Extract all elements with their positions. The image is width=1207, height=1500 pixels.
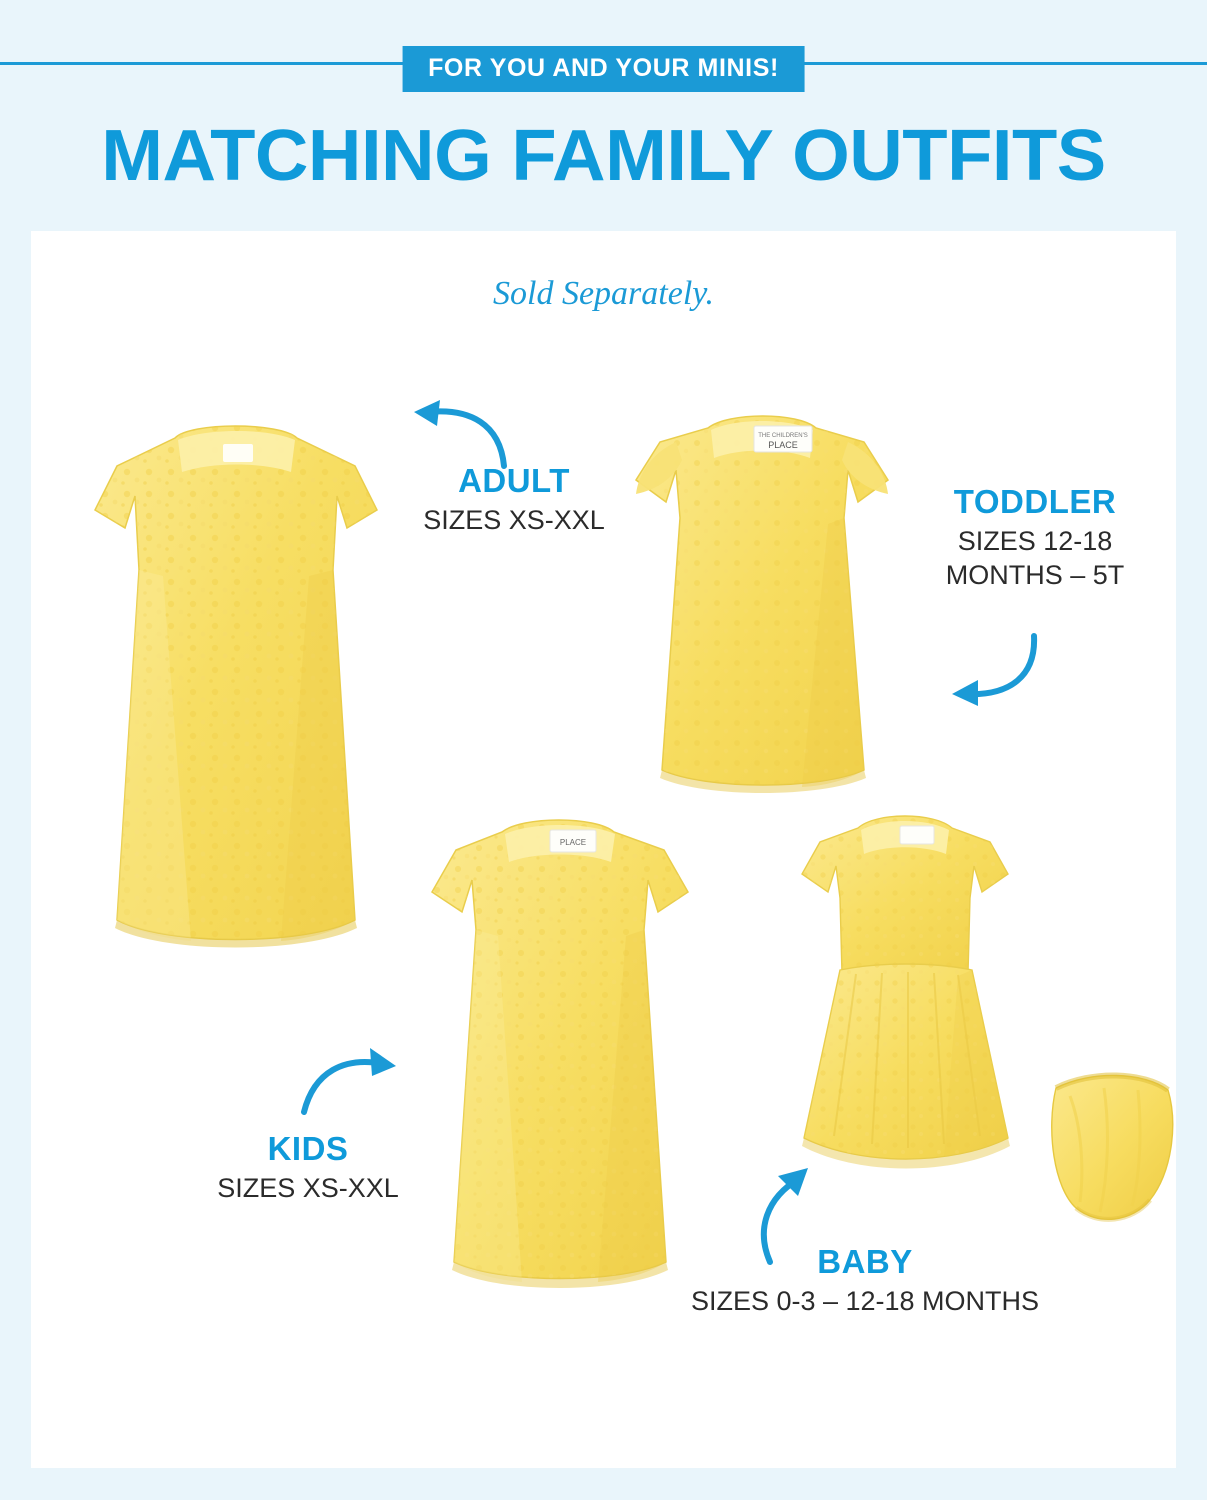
subhead-sold-separately: Sold Separately. — [493, 275, 714, 312]
product-image-baby-dress — [782, 798, 1032, 1218]
label-kids — [208, 1130, 408, 1206]
arrow-to-kids — [296, 1042, 406, 1122]
label-toddler — [905, 483, 1165, 592]
product-image-adult-dress — [55, 400, 415, 960]
svg-text:THE CHILDREN'S: THE CHILDREN'S — [758, 433, 808, 439]
label-adult-title: ADULT — [458, 462, 570, 499]
product-image-toddler-dress — [612, 398, 912, 808]
label-adult-sizes: SIZES XS-XXL — [423, 504, 605, 535]
label-toddler-sizes-line1: SIZES 12-18 — [957, 525, 1113, 556]
label-toddler-title: TODDLER — [953, 483, 1117, 520]
product-image-kids-dress — [410, 800, 710, 1300]
label-kids-title: KIDS — [267, 1130, 349, 1167]
svg-text:PLACE: PLACE — [768, 440, 798, 450]
label-adult — [404, 462, 624, 538]
product-image-baby-diaper-cover — [1040, 1060, 1185, 1240]
eyebrow-banner: FOR YOU AND YOUR MINIS! — [402, 46, 805, 92]
label-kids-sizes: SIZES XS-XXL — [217, 1172, 399, 1203]
arrow-to-toddler — [924, 628, 1044, 708]
label-baby — [690, 1243, 1040, 1319]
label-baby-sizes: SIZES 0-3 – 12-18 MONTHS — [690, 1285, 1040, 1316]
label-toddler-sizes-line2: MONTHS – 5T — [945, 559, 1125, 590]
label-baby-title: BABY — [817, 1243, 913, 1280]
svg-text:PLACE: PLACE — [559, 838, 587, 847]
page-title: MATCHING FAMILY OUTFITS — [101, 116, 1106, 196]
